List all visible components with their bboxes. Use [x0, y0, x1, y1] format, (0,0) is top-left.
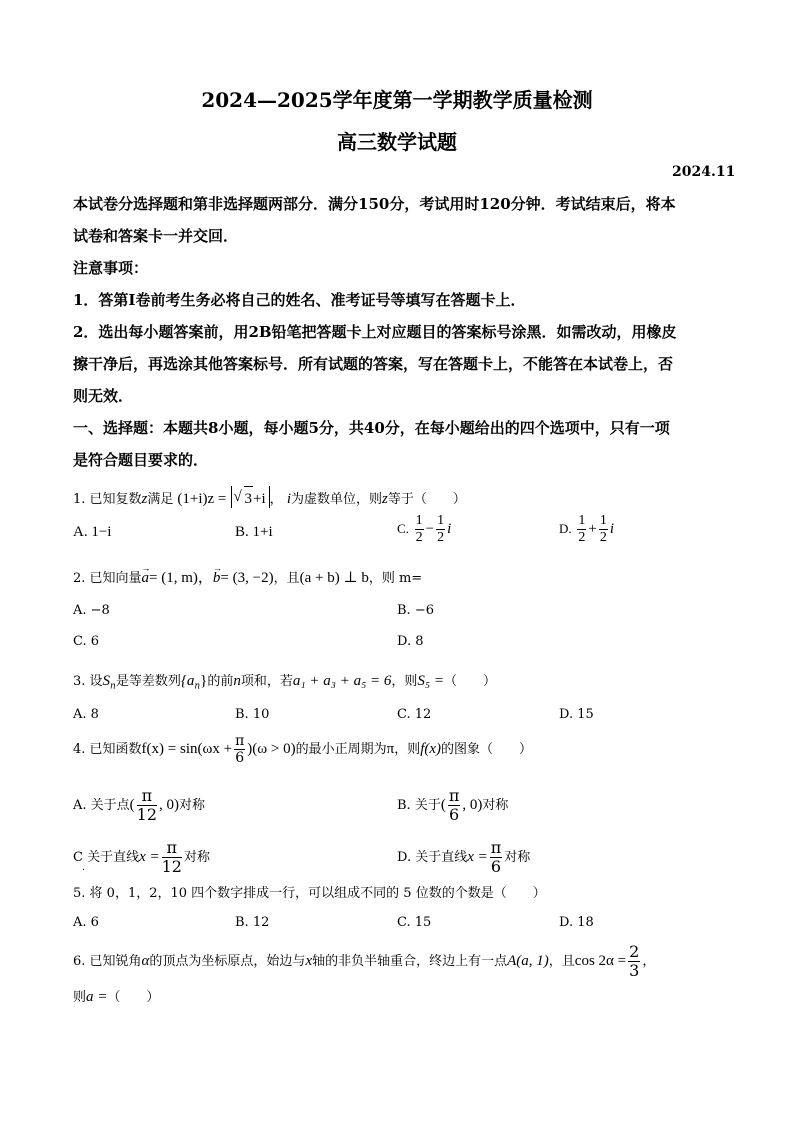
- question-4-option-b: B. 关于( $\frac{\pi}{6}$ , 0)对称: [397, 786, 509, 824]
- intro-line-2: 试卷和答案卡一并交回．: [73, 227, 239, 245]
- question-2-option-a: A. −8: [73, 603, 110, 618]
- section-heading-line-2: 是符合题目要求的．: [73, 451, 209, 469]
- question-2-stem: 2. 已知向量→ a= (1, m)，→ b= (3, −2)，且(a + b) ⊥ b，则 m=: [73, 566, 422, 587]
- question-1-option-c: C. $\frac{1}{2}$ − $\frac{1}{2}$ i: [397, 513, 452, 545]
- question-1-option-b: B. 1+i: [235, 524, 273, 540]
- question-3-option-a: A. 8: [73, 707, 99, 722]
- question-5-option-b: B. 12: [235, 915, 270, 930]
- notice-2-line-2: 擦干净后，再选涂其他答案标号．所有试题的答案，写在答题卡上，不能答在本试卷上，否: [73, 355, 674, 373]
- question-3-option-b: B. 10: [235, 707, 270, 722]
- exam-title: 2024—2025学年度第一学期教学质量检测: [201, 88, 593, 112]
- notice-heading: 注意事项：: [73, 259, 149, 277]
- question-5-stem: 5. 将 0，1，2，10 四个数字排成一行，可以组成不同的 5 位数的个数是（ ）: [73, 886, 546, 901]
- question-4-option-c: C 关于直线x = $\frac{\pi}{12}$ 对称: [73, 838, 210, 876]
- question-3-option-c: C. 12: [397, 707, 432, 722]
- question-5-option-d: D. 18: [559, 915, 594, 930]
- notice-2-line-3: 则无效．: [73, 387, 134, 405]
- question-1-option-d: D. $\frac{1}{2}$ + $\frac{1}{2}$ i: [559, 513, 615, 545]
- question-3-option-d: D. 15: [559, 707, 594, 722]
- question-5-option-c: C. 15: [397, 915, 432, 930]
- exam-date: 2024.11: [672, 164, 736, 180]
- exam-subtitle: 高三数学试题: [337, 130, 457, 154]
- question-2-option-c: C. 6: [73, 634, 100, 649]
- question-1-option-a: A. 1−i: [73, 524, 112, 540]
- question-2-option-d: D. 8: [397, 634, 424, 649]
- notice-2-line-1: 2．选出每小题答案前，用2B铅笔把答题卡上对应题目的答案标号涂黑．如需改动，用橡皮: [73, 323, 677, 341]
- section-heading-line-1: 一、选择题：本题共8小题，每小题5分，共40分，在每小题给出的四个选项中，只有一项: [73, 419, 670, 437]
- question-3-stem: 3. 设$S_n$是等差数列$\{a_n\}$的前n项和，若a₁ + a₃ + a₅ = 6，则S₅ =（ ）: [73, 673, 497, 692]
- question-4-stem: 4. 已知函数f(x) = sin(ωx + $\frac{\pi}{6}$ )(ω > 0)的最小正周期为π，则f(x)的图象（ ）: [73, 733, 533, 766]
- question-2-option-b: B. −6: [397, 603, 434, 618]
- intro-line-1: 本试卷分选择题和第非选择题两部分．满分150分，考试用时120分钟．考试结束后，将本: [73, 195, 676, 213]
- question-1-stem: 1. 已知复数z满足 (1+i)z = √ 3+i ， i为虚数单位，则z等于（ ）: [73, 486, 466, 508]
- question-4-option-d: D. 关于直线x = $\frac{\pi}{6}$ 对称: [397, 838, 531, 876]
- question-4-option-c-dot: .: [82, 862, 86, 873]
- question-4-option-a: A. 关于点( $\frac{\pi}{12}$ , 0)对称: [73, 786, 206, 824]
- notice-1: 1．答第I卷前考生务必将自己的姓名、准考证号等填写在答题卡上．: [73, 291, 526, 309]
- question-6-stem-line-1: 6. 已知锐角α的顶点为坐标原点，始边与x轴的非负半轴重合，终边上有一点A(a, 1)，且cos 2α = $\frac{2}{3}$ ，: [73, 942, 656, 980]
- question-6-stem-line-2: 则a =（ ）: [73, 989, 160, 1005]
- question-5-option-a: A. 6: [73, 915, 99, 930]
